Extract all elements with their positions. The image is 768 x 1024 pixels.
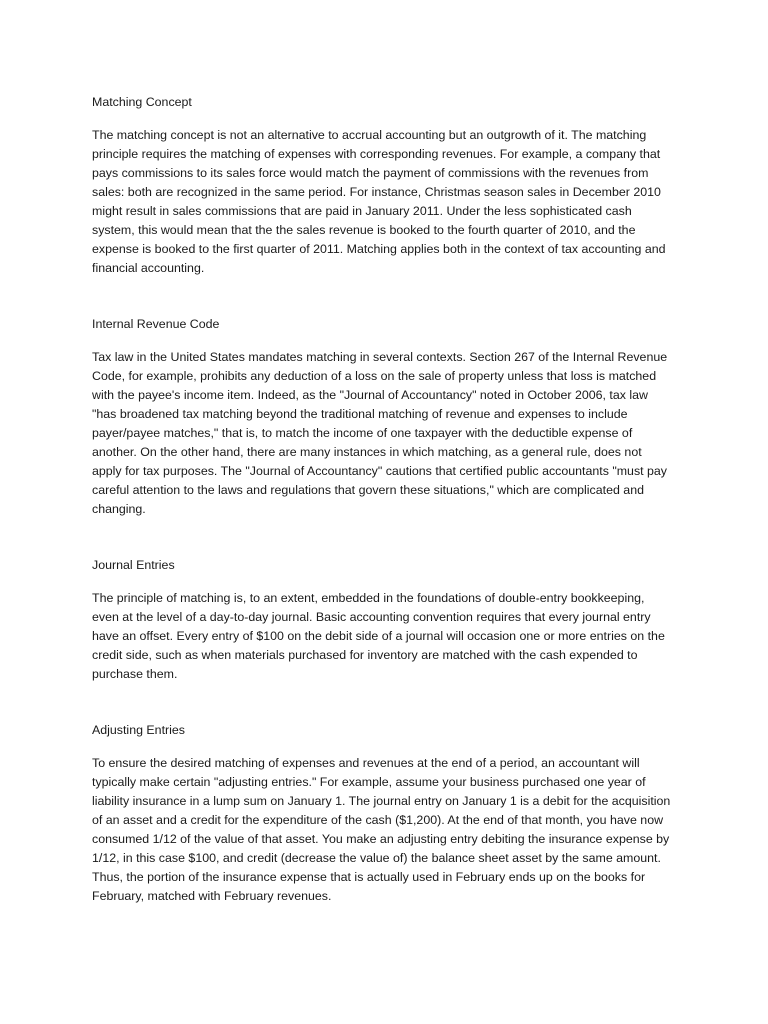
section-internal-revenue-code [92,315,672,519]
section-matching-concept [92,93,672,278]
section-spacer [92,684,672,721]
section-heading: Adjusting Entries [92,723,185,737]
section-body: Tax law in the United States mandates matching in several contexts. Section 267 of the Internal Revenue Code, for example, prohibits any deduction of a loss on the sale of property unless that loss is matched with the payee's income item. Indeed, as the "Journal of Accountancy" noted in October 2006, tax law "has broadened tax matching beyond the traditional matching of revenue and expenses to include payer/payee matches," that is, to match the income of one taxpayer with the deductible expense of another. On the other hand, there are many instances in which matching, as a general rule, does not apply for tax purposes. The "Journal of Accountancy" cautions that certified public accountants "must pay careful attention to the laws and regulations that govern these situations," which are complicated and changing. [92,350,668,516]
section-spacer [92,278,672,315]
section-heading: Internal Revenue Code [92,317,220,331]
section-heading: Journal Entries [92,558,175,572]
section-heading: Matching Concept [92,95,192,109]
section-adjusting-entries [92,721,672,906]
section-body: The matching concept is not an alternative to accrual accounting but an outgrowth of it. The matching principle requires the matching of expenses with corresponding revenues. For example, a company that pays commissions to its sales force would match the payment of commissions with the revenues from sales: both are recognized in the same period. For instance, Christmas season sales in December 2010 might result in sales commissions that are paid in January 2011. Under the less sophisticated cash system, this would mean that the the sales revenue is booked to the fourth quarter of 2010, and the expense is booked to the first quarter of 2011. Matching applies both in the context of tax accounting and financial accounting. [92,128,666,275]
section-body: The principle of matching is, to an extent, embedded in the foundations of double-entry bookkeeping, even at the level of a day-to-day journal. Basic accounting convention requires that every journal entry have an offset. Every entry of $100 on the debit side of a journal will occasion one or more entries on the credit side, such as when materials purchased for inventory are matched with the cash expended to purchase them. [92,591,665,681]
section-spacer [92,519,672,556]
section-journal-entries [92,556,672,684]
section-body: To ensure the desired matching of expenses and revenues at the end of a period, an accountant will typically make certain "adjusting entries." For example, assume your business purchased one year of liability insurance in a lump sum on January 1. The journal entry on January 1 is a debit for the acquisition of an asset and a credit for the expenditure of the cash ($1,200). At the end of that month, you have now consumed 1/12 of the value of that asset. You make an adjusting entry debiting the insurance expense by 1/12, in this case $100, and credit (decrease the value of) the balance sheet asset by the same amount. Thus, the portion of the insurance expense that is actually used in February ends up on the books for February, matched with February revenues. [92,756,671,903]
